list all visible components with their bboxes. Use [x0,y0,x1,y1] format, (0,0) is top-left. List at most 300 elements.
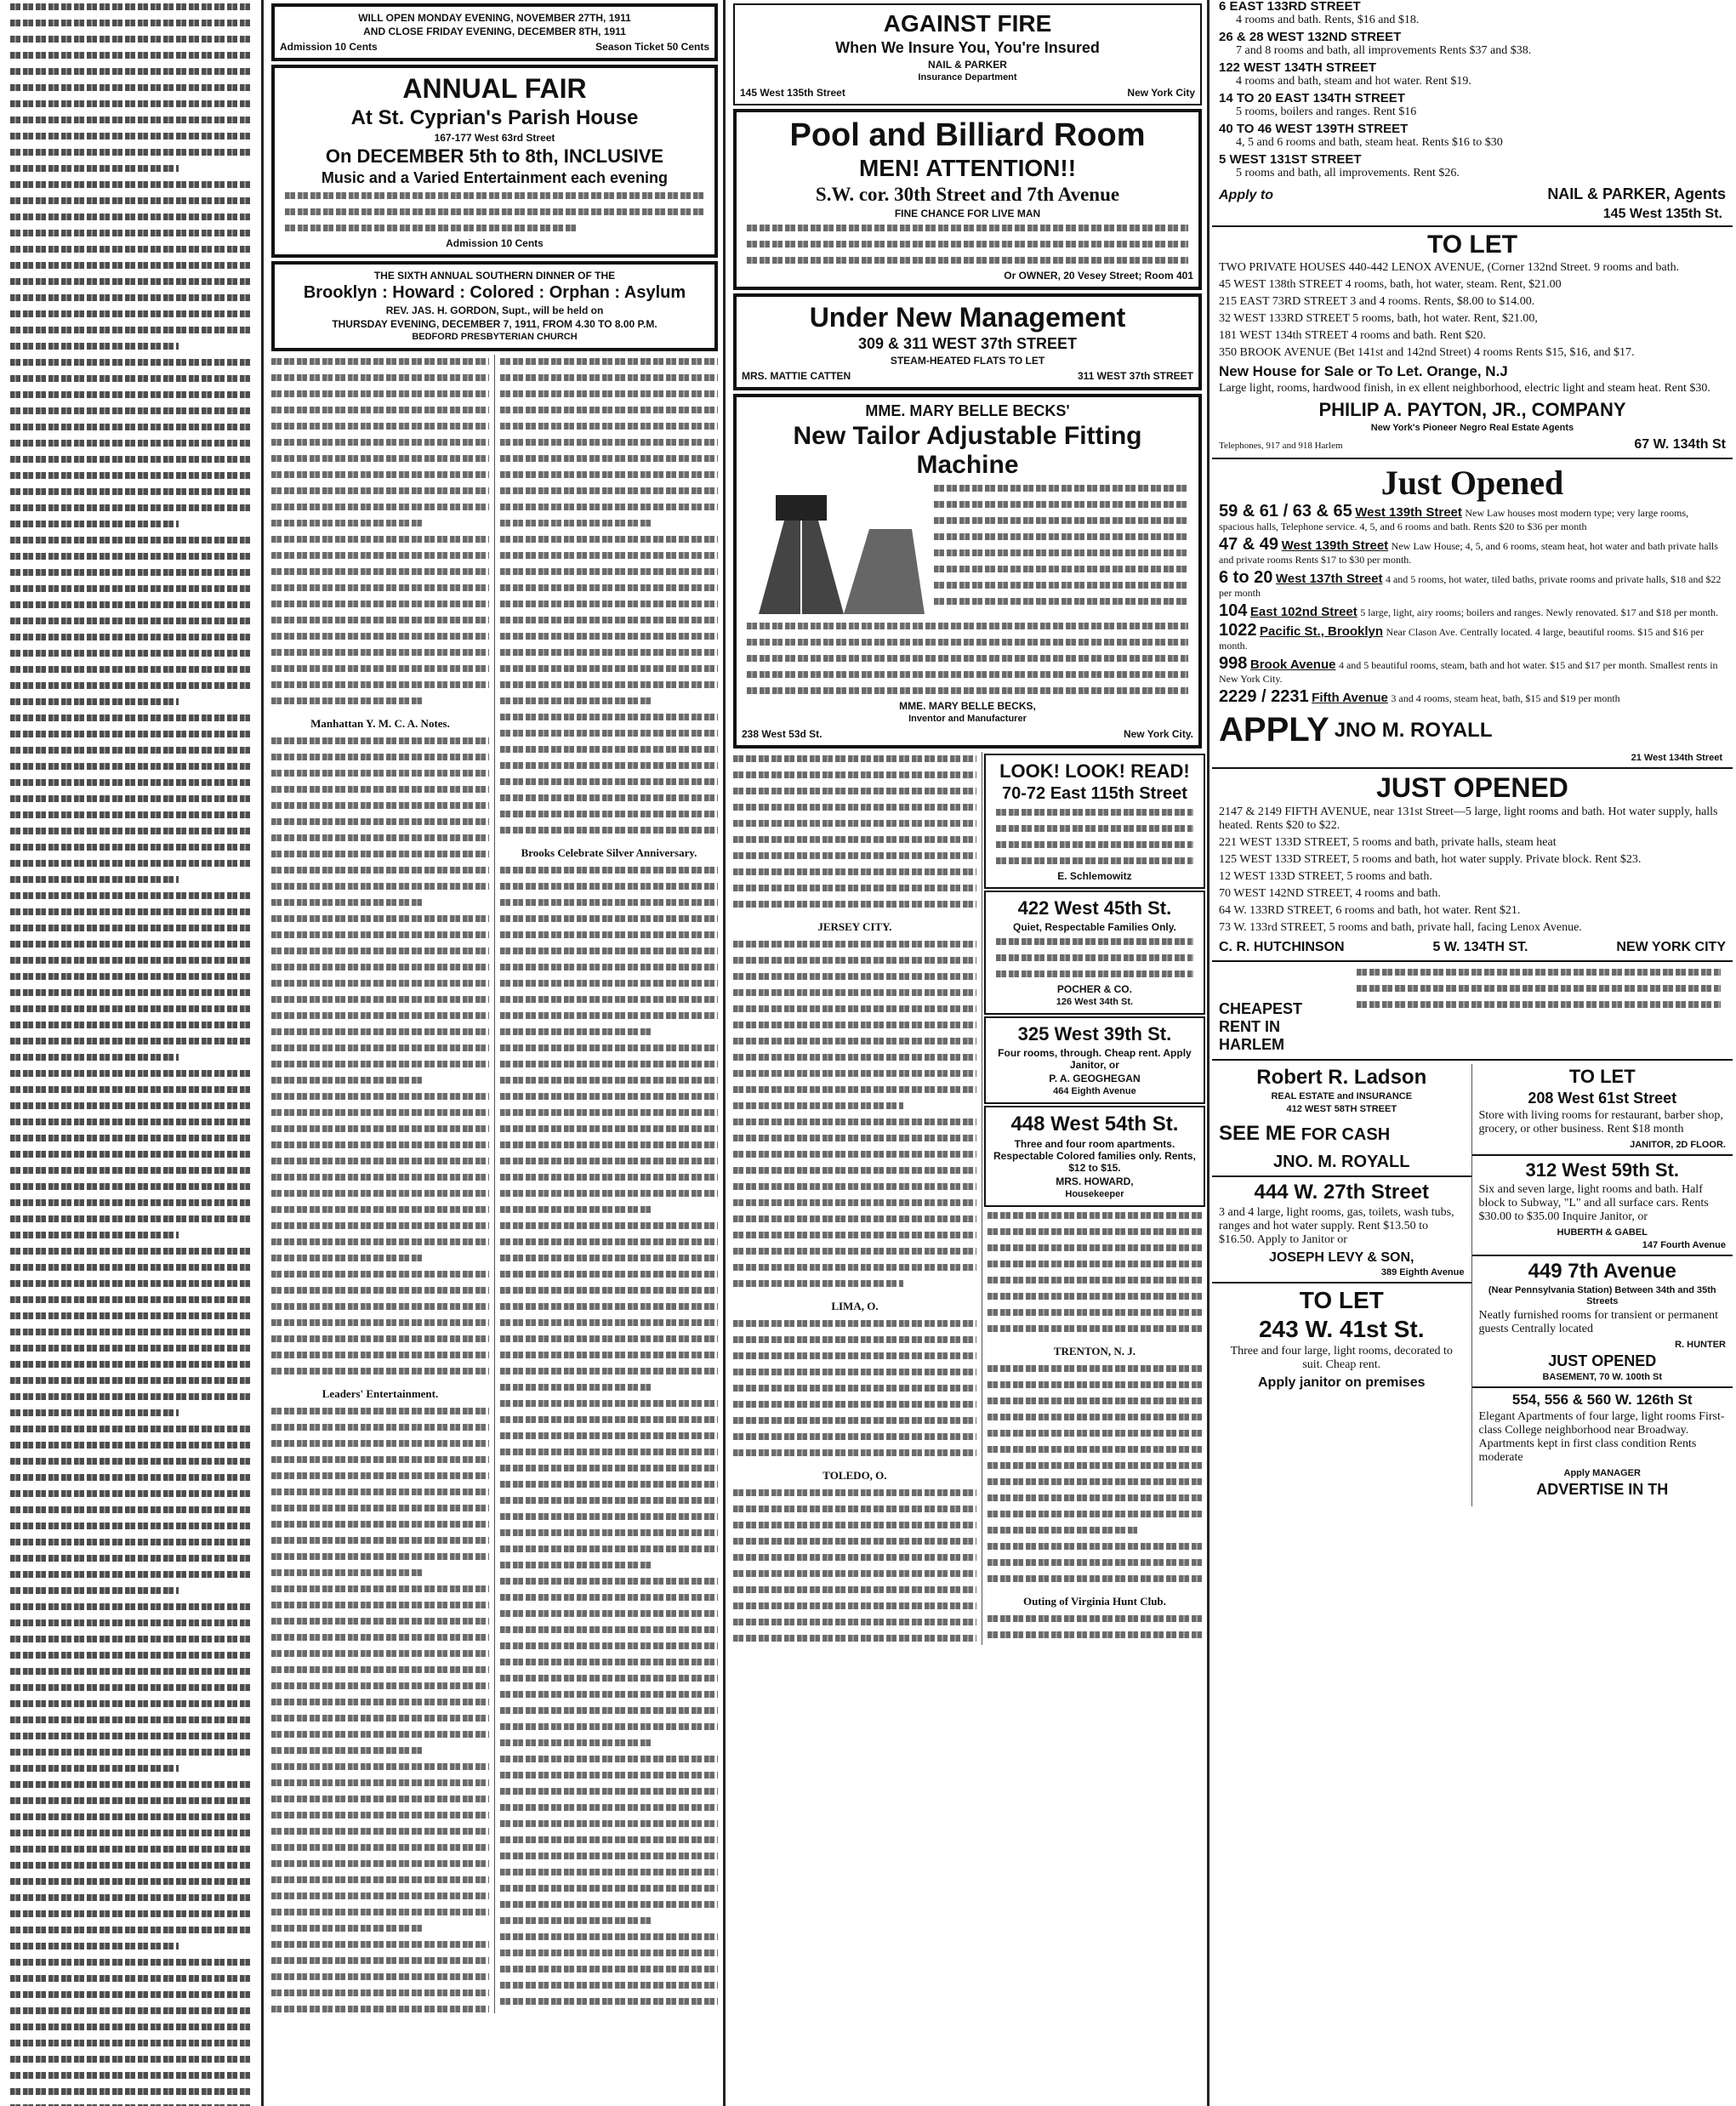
jo-number: 47 & 49 [1219,535,1279,554]
hunt-heading: Outing of Virginia Hunt Club. [1022,1595,1166,1608]
to-let-heading: TO LET [1426,231,1518,259]
text-line [500,1736,652,1750]
text-line [500,419,718,434]
text-line [10,695,179,709]
text-line [988,1628,1202,1642]
text-line [10,921,251,936]
text-line [271,1332,489,1346]
w126-desc: Elegant Apartments of four large, light rooms First-class College neighborhood near Broadway. Apartments kept in first class condition Rents moderate [1478,1410,1725,1464]
text-line [271,1711,489,1726]
text-line [500,1784,718,1799]
text-line [500,597,718,612]
insurance-ad [733,3,1202,105]
text-line [500,896,718,910]
text-line [500,912,718,926]
text-line [733,1518,976,1533]
dinner-line-4: THURSDAY EVENING, DECEMBER 7, 1911, FROM 4.30 TO 8.00 P.M. [332,318,657,330]
tailor-machine-ad [733,394,1202,748]
text-line [271,1792,489,1807]
text-line [271,355,489,369]
text-line [733,1034,976,1049]
text-line [500,613,718,628]
text-line [10,145,251,160]
text-line [733,1018,976,1033]
text-line [10,113,251,128]
text-line [500,960,718,975]
text-line [10,549,251,564]
text-line [500,1170,718,1185]
text-line [500,1833,718,1847]
text-line [500,1251,718,1266]
just-opened-3: JUST OPENED [1548,1352,1657,1369]
text-line [500,1591,718,1605]
text-line [271,662,489,676]
text-line [271,468,489,482]
tailor-name: MME. MARY BELLE BECKS' [865,402,1070,419]
text-line [500,1510,718,1524]
text-line [271,799,489,813]
levy-address: 389 Eighth Avenue [1380,1267,1465,1278]
text-line [733,849,976,863]
text-line [271,1647,489,1661]
text-line [733,1147,976,1162]
text-line [271,1404,489,1419]
fair-title: ANNUAL FAIR [402,73,587,104]
text-line [10,824,251,839]
text-line [500,710,718,725]
w59-address: 312 West 59th St. [1525,1159,1680,1181]
text-line [733,1567,976,1581]
jo-street: Fifth Avenue [1312,691,1388,705]
text-line [271,1251,424,1266]
listing-address: 26 & 28 WEST 132ND STREET [1219,30,1402,44]
text-line [271,1598,489,1613]
text-line [733,1502,976,1517]
jo-number: 998 [1219,654,1248,673]
text-line [500,1607,718,1621]
fair-music: Music and a Varied Entertainment each evening [321,169,669,186]
listing-item [1212,122,1733,150]
text-line [988,1475,1202,1489]
jo-number: 1022 [1219,621,1257,640]
dinner-line-3: REV. JAS. H. GORDON, Supt., will be held on [385,305,604,316]
text-line [988,1209,1202,1223]
orange-desc: Large light, rooms, hardwood finish, in ex ellent neighborhood, electric light and steam heat. Rent $30. [1219,382,1710,395]
text-line [271,1841,489,1855]
text-line [271,831,489,845]
tailor-inventor: MME. MARY BELLE BECKS, [899,700,1036,712]
text-line [10,1422,251,1437]
listing-item [1212,31,1733,58]
text-line [271,646,489,660]
text-line [733,1381,976,1396]
text-line [500,1138,718,1153]
royall-2: JNO. M. ROYALL [1273,1153,1410,1171]
text-line [500,1623,718,1637]
jo-number: 59 & 61 / 63 & 65 [1219,502,1352,521]
text-line [271,1517,489,1532]
text-line [988,1273,1202,1288]
text-line [733,1083,976,1097]
col4-right-ads [1471,1064,1733,1506]
text-line [500,1187,718,1201]
text-line [10,711,251,726]
text-line [500,1461,718,1476]
text-line [500,1025,652,1039]
text-line [10,760,251,774]
payton-company: PHILIP A. PAYTON, JR., COMPANY [1318,399,1626,420]
text-line [10,1939,179,1954]
listing-item [1212,0,1733,27]
ave7-address: 449 7th Avenue [1528,1260,1676,1283]
text-line [500,1720,718,1734]
text-line [500,662,718,676]
text-line [271,1582,489,1597]
tailor-title: New Tailor Adjustable Fitting Machine [793,422,1142,479]
text-line [500,1316,718,1330]
text-line [10,1115,251,1130]
pool-room-ad [733,109,1202,290]
text-line [271,1631,489,1645]
text-line [271,1300,489,1314]
text-line [10,1632,251,1647]
to-let-item: TWO PRIVATE HOUSES 440-442 LENOX AVENUE, (Corner 132nd Street. 9 rooms and bath. [1219,261,1680,274]
ladson-tag: REAL ESTATE and INSURANCE [1271,1091,1413,1101]
jo-street: East 102nd Street [1249,605,1357,619]
text-line [500,1090,718,1104]
w39-agent-address: 464 Eighth Avenue [1053,1086,1136,1096]
to-let-item: 215 EAST 73RD STREET 3 and 4 rooms. Rents, $8.00 to $14.00. [1219,295,1535,308]
jo-desc: Near Clason Ave. Centrally located. 4 large, beautiful rooms. $15 and $16 per month. [1219,626,1704,652]
text-line [500,944,718,959]
text-line [10,727,251,742]
insurance-city: New York City [1127,87,1195,99]
text-line [500,532,718,547]
real-estate-column [1212,0,1733,2106]
text-line [10,1471,251,1485]
text-line [10,1228,179,1243]
text-line [500,1914,652,1928]
text-line [988,1443,1202,1457]
text-line [500,1671,718,1686]
text-line [271,1857,489,1871]
to-let-item: 181 WEST 134th STREET 4 rooms and bath. Rent $20. [1219,329,1486,342]
jo-street: West 137th Street [1275,572,1383,586]
text-line [10,1858,251,1873]
text-line [733,970,976,984]
text-line [500,1494,718,1508]
text-line [10,81,251,95]
listing-item [1212,61,1733,88]
text-line [271,1534,489,1548]
text-line [988,1644,1202,1645]
col2-left-text [266,355,494,2013]
just-opened-item [1212,568,1733,600]
text-line [10,259,251,273]
text-line [10,48,251,63]
ymca-heading: Manhattan Y. M. C. A. Notes. [310,717,450,730]
text-line [10,1325,251,1340]
text-line [10,1438,251,1453]
text-line [10,1050,179,1065]
text-line [733,953,976,968]
text-line [10,1067,251,1081]
text-line [733,1115,976,1130]
jo-desc: 3 and 4 rooms, steam heat, bath, $15 and $19 per month [1391,692,1620,704]
text-line [271,944,489,959]
column-text [5,0,256,2106]
pool-owner: Or OWNER, 20 Vesey Street; Room 401 [1004,270,1193,282]
text-line [271,371,489,385]
text-line [271,1889,489,1904]
ladson-name: Robert R. Ladson [1256,1066,1427,1089]
text-line [500,678,718,692]
col3-right [982,752,1207,1645]
text-line [271,1566,424,1580]
text-line [271,613,489,628]
text-line [733,1446,976,1460]
text-line [500,928,718,942]
text-line [10,1794,251,1808]
jo-street: West 139th Street [1281,538,1389,553]
text-line [500,993,718,1007]
text-line [271,1550,489,1564]
text-line [10,307,251,322]
text-line [500,807,718,822]
nail-parker-listings [1212,0,1733,180]
listing-address: 14 TO 20 EAST 134TH STREET [1219,91,1405,105]
text-line [271,1469,489,1483]
for-cash: FOR CASH [1301,1125,1391,1144]
to-let-item: 350 BROOK AVENUE (Bet 141st and 142nd Street) 4 rooms Rents $15, $16, and $17. [1219,346,1635,359]
text-line [271,1938,489,1952]
text-line [271,1009,489,1023]
orange-house: New House for Sale or To Let. Orange, N.J [1219,363,1508,379]
text-line [500,1817,718,1831]
text-line [733,1365,976,1380]
insurance-tag: When We Insure You, You're Insured [835,39,1100,56]
text-line [271,1776,489,1790]
w39-tag: Four rooms, through. Cheap rent. Apply Janitor, or [998,1047,1192,1071]
text-line [10,1600,251,1614]
text-line [10,242,251,257]
text-line [271,863,489,878]
look-address: 70-72 East 115th Street [1001,784,1187,803]
text-line [10,1745,251,1760]
text-line [271,960,489,975]
text-line [10,937,251,952]
listing-address: 6 EAST 133RD STREET [1219,0,1361,14]
text-line [10,32,251,47]
text-line [271,1921,424,1936]
trenton-heading: TRENTON, N. J. [1053,1345,1136,1358]
apply-to: Apply to [1219,188,1273,202]
listing-desc: 5 rooms, boilers and ranges. Rent $16 [1236,105,1417,118]
text-line [733,1349,976,1363]
text-line [10,1147,251,1162]
text-line [271,1364,489,1379]
text-line [500,1332,718,1346]
text-line [500,629,718,644]
events-column [266,0,726,2106]
text-line [10,1551,251,1566]
to-let-item: 45 WEST 138th STREET 4 rooms, bath, hot water, steam. Rent, $21.00 [1219,278,1562,291]
text-line [10,1648,251,1663]
apply-big: APPLY [1219,711,1329,748]
text-line [271,1170,489,1185]
text-line [271,1695,489,1710]
text-line [10,1487,251,1501]
jo-desc: New Law houses most modern type; very large rooms, spacious halls, Telephone service. 4, 5, and 6 rooms and bath. Rents $20 to $36 per month [1219,507,1689,532]
hutchinson-item: 125 WEST 133D STREET, 5 rooms and bath, hot water supply. Private block. Rent $23. [1219,853,1642,866]
col3-news [728,752,982,1645]
text-line [500,646,718,660]
w45-agent: POCHER & CO. [1056,983,1132,995]
text-line [10,1729,251,1744]
text-line [733,1631,976,1645]
just-opened-heading: Just Opened [1380,464,1564,502]
text-line [500,2011,718,2013]
church-news-column [0,0,264,2106]
text-line [500,387,718,401]
text-line [271,1501,489,1516]
text-line [10,1955,251,1970]
text-line [500,1219,718,1233]
text-line [271,1679,489,1693]
text-line [10,1972,251,1986]
text-line [271,694,424,709]
text-line [271,1954,489,1968]
text-line [10,469,251,483]
nail-parker-agents: NAIL & PARKER, Agents [1547,185,1726,202]
text-line [271,516,424,531]
hunter-name: R. HUNTER [1675,1340,1726,1350]
text-line [500,1542,718,1557]
advertise-banner: ADVERTISE IN TH [1536,1481,1669,1498]
text-line [500,1688,718,1702]
listing-item [1212,92,1733,119]
jo-number: 104 [1219,601,1248,620]
text-line [271,896,424,910]
text-line [733,1050,976,1065]
huberth-name: HUBERTH & GABEL [1557,1227,1648,1238]
text-line [271,1348,489,1363]
insurance-firm: NAIL & PARKER [928,59,1007,71]
text-line [10,986,251,1000]
text-line [10,970,251,984]
text-line [271,1057,489,1072]
text-line [988,1289,1202,1304]
text-line [500,565,718,579]
text-line [500,1574,718,1589]
fair-address: 167-177 West 63rd Street [434,132,555,144]
text-line [10,2004,251,2018]
levy-name: JOSEPH LEVY & SON, [1269,1250,1414,1265]
text-line [10,857,251,871]
text-line [271,419,489,434]
text-line [10,1842,251,1857]
text-line [271,1986,489,2001]
text-line [500,1477,718,1492]
text-line [10,1212,251,1227]
hutchinson-item: 70 WEST 142ND STREET, 4 rooms and bath. [1219,887,1441,900]
lima-heading: LIMA, O. [831,1300,879,1312]
text-line [271,1437,489,1451]
text-line [271,565,489,579]
text-line [988,1225,1202,1239]
text-line [988,1523,1137,1538]
listing-address: 5 WEST 131ST STREET [1219,152,1362,167]
listing-item [1212,153,1733,180]
text-line [271,1614,489,1629]
w27-desc: 3 and 4 large, light rooms, gas, toilets, wash tubs, ranges and hot water supply. Rent $13.50 to $16.50. Apply to Janitor or [1219,1206,1454,1246]
text-line [10,388,251,402]
mgmt-steam: STEAM-HEATED FLATS TO LET [890,355,1045,367]
text-line [271,1453,489,1467]
text-line [500,1978,718,1993]
text-line [10,2020,251,2035]
w100-address: BASEMENT, 70 W. 100th St [1542,1372,1663,1382]
text-line [271,1041,489,1056]
text-line [10,1454,251,1469]
text-line [10,1503,251,1517]
w54-ad [984,1106,1205,1207]
text-line [271,976,489,991]
text-line [500,1752,718,1767]
admission-text: Admission 10 Cents [280,41,378,53]
jo-desc: 5 large, light, airy rooms; boilers and ranges. Newly renovated. $17 and $18 per month. [1360,606,1718,618]
mgmt-title: Under New Management [809,302,1126,333]
text-line [10,1293,251,1307]
text-line [733,1583,976,1597]
royall-address: 21 West 134th Street [1631,753,1722,763]
text-line [10,679,251,693]
text-line [500,1704,718,1718]
text-line [271,532,489,547]
text-line [500,1526,718,1540]
insurance-title: AGAINST FIRE [883,10,1052,37]
text-line [271,1122,489,1136]
text-line [10,1535,251,1550]
jo-desc: 4 and 5 beautiful rooms, steam, bath and hot water. $15 and $17 per month. Smallest rents in New York City. [1219,659,1718,685]
text-line [733,1180,976,1194]
just-opened-item [1212,601,1733,620]
text-line [733,1333,976,1347]
text-line [500,355,718,369]
mgmt-address-2: 311 WEST 37th STREET [1077,370,1193,382]
text-line [271,387,489,401]
text-line [500,1364,718,1379]
text-line [988,1491,1202,1506]
text-line [10,1810,251,1824]
text-line [10,339,179,354]
text-line [10,1568,251,1582]
text-line [10,808,251,822]
text-line [10,873,179,887]
southern-dinner-ad [271,261,718,351]
text-line [500,500,718,515]
text-line [271,1025,489,1039]
listing-desc: 7 and 8 rooms and bath, all improvements Rents $37 and $38. [1236,44,1532,57]
text-line [500,1865,718,1880]
text-line [10,1374,251,1388]
text-line [10,2085,251,2099]
jo-number: 6 to 20 [1219,568,1273,587]
text-line [10,65,251,79]
text-line [271,1267,489,1282]
just-opened-2: JUST OPENED [1376,772,1568,803]
text-line [271,1970,489,1984]
